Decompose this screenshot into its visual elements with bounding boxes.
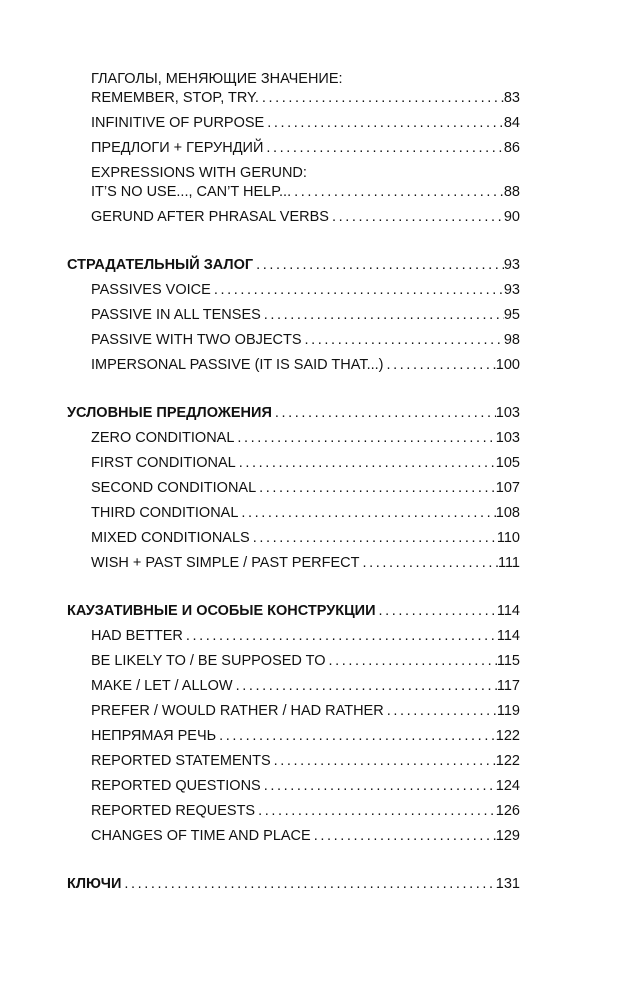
toc-entry-title: ПРЕДЛОГИ + ГЕРУНДИЙ xyxy=(91,140,264,156)
toc-section-keys[interactable] xyxy=(67,875,520,894)
toc-entry[interactable] xyxy=(67,627,520,646)
dot-leader xyxy=(261,777,496,796)
toc-entry-page: 114 xyxy=(496,628,520,644)
dot-leader xyxy=(259,89,504,108)
dot-leader xyxy=(264,114,504,133)
toc-entry-text: EXPRESSIONS WITH GERUND: xyxy=(91,165,307,181)
toc-entry-title: PASSIVES VOICE xyxy=(91,282,211,298)
toc-entry[interactable] xyxy=(67,802,520,821)
toc-entry-page: 93 xyxy=(503,282,520,298)
toc-entry[interactable] xyxy=(67,89,520,108)
toc-entry-title: INFINITIVE OF PURPOSE xyxy=(91,115,265,131)
toc-entry-page: 111 xyxy=(497,555,520,571)
toc-section-page: 131 xyxy=(495,876,520,892)
toc-entry-page: 100 xyxy=(495,357,520,373)
toc-section-page: 114 xyxy=(496,603,520,619)
toc-entry-page: 129 xyxy=(495,828,520,844)
dot-leader xyxy=(250,529,497,548)
toc-entry-page: 83 xyxy=(503,90,520,106)
dot-leader xyxy=(302,331,504,350)
toc-entry[interactable] xyxy=(67,827,520,846)
toc-entry-title: MIXED CONDITIONALS xyxy=(91,530,250,546)
toc-entry-title: WISH + PAST SIMPLE / PAST PERFECT xyxy=(91,555,360,571)
toc-entry-title: REPORTED REQUESTS xyxy=(91,803,256,819)
dot-leader xyxy=(121,875,495,894)
toc-entry-title: THIRD CONDITIONAL xyxy=(91,505,239,521)
toc-entry-title: REPORTED QUESTIONS xyxy=(91,778,261,794)
toc-entry-title: BE LIKELY TO / BE SUPPOSED TO xyxy=(91,653,326,669)
dot-leader xyxy=(238,504,495,523)
toc-entry-title: НЕПРЯМАЯ РЕЧЬ xyxy=(91,728,217,744)
toc-entry-page: 98 xyxy=(503,332,520,348)
toc-entry[interactable] xyxy=(67,529,520,548)
toc-entry-page: 119 xyxy=(496,703,520,719)
toc-entry[interactable] xyxy=(67,554,520,573)
toc-entry-page: 103 xyxy=(495,430,520,446)
toc-entry-page: 107 xyxy=(495,480,520,496)
dot-leader xyxy=(253,256,504,275)
toc-entry-page: 90 xyxy=(503,209,520,225)
toc-section-page: 103 xyxy=(495,405,520,421)
toc-entry[interactable] xyxy=(67,306,520,325)
toc-entry-page: 105 xyxy=(495,455,520,471)
toc-entry[interactable] xyxy=(67,208,520,227)
dot-leader xyxy=(183,627,497,646)
toc-entry[interactable] xyxy=(67,504,520,523)
toc-entry[interactable] xyxy=(67,356,520,375)
toc-entry[interactable] xyxy=(67,727,520,746)
dot-leader xyxy=(211,281,504,300)
toc-entry-title: SECOND CONDITIONAL xyxy=(91,480,257,496)
toc-entry-page: 84 xyxy=(503,115,520,131)
toc-entry-title: REPORTED STATEMENTS xyxy=(91,753,271,769)
dot-leader xyxy=(384,356,496,375)
toc-section-conditionals[interactable] xyxy=(67,404,520,423)
dot-leader xyxy=(236,454,496,473)
toc-entry[interactable] xyxy=(67,454,520,473)
toc-entry[interactable] xyxy=(67,139,520,158)
toc-entry-title: IMPERSONAL PASSIVE (IT IS SAID THAT...) xyxy=(91,357,384,373)
dot-leader xyxy=(376,602,497,621)
toc-section-title: КЛЮЧИ xyxy=(67,876,122,892)
dot-leader xyxy=(329,208,504,227)
toc-section-passive[interactable] xyxy=(67,256,520,275)
toc-entry-page: 115 xyxy=(496,653,520,669)
dot-leader xyxy=(359,554,498,573)
toc-entry[interactable] xyxy=(67,281,520,300)
toc-entry-title: CHANGES OF TIME AND PLACE xyxy=(91,828,311,844)
toc-entry-page: 122 xyxy=(495,728,520,744)
toc-entry-title: PASSIVE IN ALL TENSES xyxy=(91,307,261,323)
dot-leader xyxy=(291,183,504,202)
dot-leader xyxy=(384,702,497,721)
toc-entry-page: 124 xyxy=(495,778,520,794)
toc-entry-title: PASSIVE WITH TWO OBJECTS xyxy=(91,332,302,348)
toc-entry[interactable] xyxy=(67,777,520,796)
toc-section-title: УСЛОВНЫЕ ПРЕДЛОЖЕНИЯ xyxy=(67,405,272,421)
toc-entry-title: IT’S NO USE..., CAN’T HELP... xyxy=(91,184,292,200)
toc-section-page: 93 xyxy=(503,257,520,273)
dot-leader xyxy=(216,727,496,746)
toc-entry-title: GERUND AFTER PHRASAL VERBS xyxy=(91,209,329,225)
toc-entry[interactable] xyxy=(67,331,520,350)
dot-leader xyxy=(233,677,497,696)
toc-entry-page: 110 xyxy=(496,530,520,546)
toc-entry[interactable] xyxy=(67,752,520,771)
toc-section-causative[interactable] xyxy=(67,602,520,621)
toc-entry[interactable] xyxy=(67,429,520,448)
toc-section-title: СТРАДАТЕЛЬНЫЙ ЗАЛОГ xyxy=(67,257,254,273)
toc-entry-title: FIRST CONDITIONAL xyxy=(91,455,236,471)
toc-entry-page: 86 xyxy=(503,140,520,156)
toc-entry-page: 126 xyxy=(495,803,520,819)
toc-entry[interactable] xyxy=(67,479,520,498)
dot-leader xyxy=(263,139,503,158)
toc-entry-page: 108 xyxy=(495,505,520,521)
toc-entry-title: HAD BETTER xyxy=(91,628,183,644)
toc-entry-title: PREFER / WOULD RATHER / HAD RATHER xyxy=(91,703,384,719)
toc-entry-title: REMEMBER, STOP, TRY. xyxy=(91,90,259,106)
toc-entry-page: 122 xyxy=(495,753,520,769)
toc-entry[interactable] xyxy=(67,677,520,696)
toc-entry[interactable] xyxy=(67,702,520,721)
toc-entry[interactable] xyxy=(67,114,520,133)
dot-leader xyxy=(272,404,496,423)
dot-leader xyxy=(271,752,496,771)
toc-entry-text: ГЛАГОЛЫ, МЕНЯЮЩИЕ ЗНАЧЕНИЕ: xyxy=(91,71,343,87)
toc-entry-title: MAKE / LET / ALLOW xyxy=(91,678,233,694)
toc-entry-page: 117 xyxy=(496,678,520,694)
toc-entry-page: 95 xyxy=(503,307,520,323)
dot-leader xyxy=(311,827,496,846)
toc-entry-page: 88 xyxy=(503,184,520,200)
dot-leader xyxy=(255,802,496,821)
dot-leader xyxy=(261,306,504,325)
dot-leader xyxy=(326,652,497,671)
toc-entry[interactable] xyxy=(67,183,520,202)
toc-entry-title: ZERO CONDITIONAL xyxy=(91,430,235,446)
toc-section-title: КАУЗАТИВНЫЕ И ОСОБЫЕ КОНСТРУКЦИИ xyxy=(67,603,376,619)
table-of-contents xyxy=(67,70,520,900)
dot-leader xyxy=(234,429,495,448)
toc-entry[interactable] xyxy=(67,652,520,671)
dot-leader xyxy=(256,479,496,498)
